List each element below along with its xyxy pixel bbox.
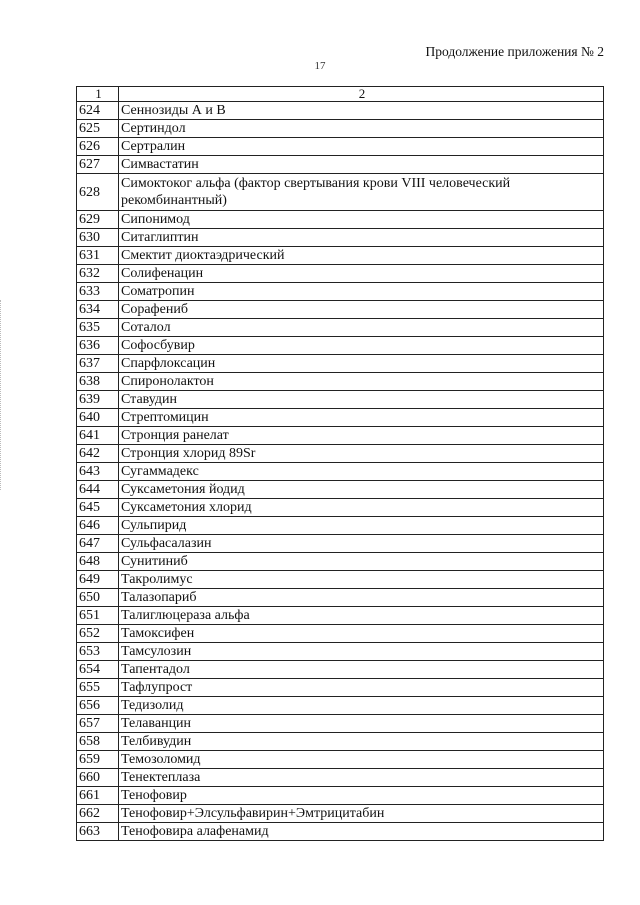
table-row bbox=[77, 138, 604, 156]
table-row bbox=[77, 481, 604, 499]
row-number: 646 bbox=[77, 517, 119, 535]
drug-name: Сорафениб bbox=[119, 301, 604, 319]
drug-name: Суксаметония хлорид bbox=[119, 499, 604, 517]
table-row bbox=[77, 751, 604, 769]
column-header-name: 2 bbox=[119, 87, 604, 102]
row-number: 629 bbox=[77, 211, 119, 229]
row-number: 653 bbox=[77, 643, 119, 661]
drug-name: Тенофовира алафенамид bbox=[119, 823, 604, 841]
drug-name: Соталол bbox=[119, 319, 604, 337]
table-row bbox=[77, 319, 604, 337]
row-number: 657 bbox=[77, 715, 119, 733]
row-number: 650 bbox=[77, 589, 119, 607]
drug-name: Тенектеплаза bbox=[119, 769, 604, 787]
drug-name: Спиронолактон bbox=[119, 373, 604, 391]
drug-name: Сунитиниб bbox=[119, 553, 604, 571]
table-row bbox=[77, 697, 604, 715]
row-number: 639 bbox=[77, 391, 119, 409]
table-row bbox=[77, 679, 604, 697]
row-number: 632 bbox=[77, 265, 119, 283]
column-header-number: 1 bbox=[77, 87, 119, 102]
row-number: 638 bbox=[77, 373, 119, 391]
row-number: 640 bbox=[77, 409, 119, 427]
drug-name: Симвастатин bbox=[119, 156, 604, 174]
row-number: 654 bbox=[77, 661, 119, 679]
table-row bbox=[77, 229, 604, 247]
row-number: 641 bbox=[77, 427, 119, 445]
table-row bbox=[77, 283, 604, 301]
drug-name: Сертиндол bbox=[119, 120, 604, 138]
table-row bbox=[77, 553, 604, 571]
row-number: 656 bbox=[77, 697, 119, 715]
drug-name: Сульфасалазин bbox=[119, 535, 604, 553]
page-number: 17 bbox=[314, 60, 326, 72]
drug-name: Тафлупрост bbox=[119, 679, 604, 697]
table-row bbox=[77, 661, 604, 679]
table-row bbox=[77, 823, 604, 841]
table-row bbox=[77, 643, 604, 661]
drug-name: Тапентадол bbox=[119, 661, 604, 679]
row-number: 659 bbox=[77, 751, 119, 769]
row-number: 635 bbox=[77, 319, 119, 337]
drug-name: Софосбувир bbox=[119, 337, 604, 355]
table-row bbox=[77, 301, 604, 319]
row-number: 637 bbox=[77, 355, 119, 373]
row-number: 636 bbox=[77, 337, 119, 355]
drug-name: Соматропин bbox=[119, 283, 604, 301]
row-number: 655 bbox=[77, 679, 119, 697]
table-header-row bbox=[77, 87, 604, 102]
table-row bbox=[77, 571, 604, 589]
table-row bbox=[77, 211, 604, 229]
drug-name: Тамсулозин bbox=[119, 643, 604, 661]
drug-name: Ситаглиптин bbox=[119, 229, 604, 247]
table-row bbox=[77, 589, 604, 607]
row-number: 624 bbox=[77, 102, 119, 120]
drug-list-table bbox=[76, 86, 604, 841]
table-body bbox=[77, 102, 604, 841]
row-number: 631 bbox=[77, 247, 119, 265]
row-number: 647 bbox=[77, 535, 119, 553]
drug-name: Смектит диоктаэдрический bbox=[119, 247, 604, 265]
row-number: 645 bbox=[77, 499, 119, 517]
drug-name: Темозоломид bbox=[119, 751, 604, 769]
drug-name: Спарфлоксацин bbox=[119, 355, 604, 373]
drug-name: Суксаметония йодид bbox=[119, 481, 604, 499]
table-row bbox=[77, 120, 604, 138]
table-row bbox=[77, 247, 604, 265]
continuation-header: Продолжение приложения № 2 bbox=[425, 44, 604, 59]
table-row bbox=[77, 337, 604, 355]
drug-name: Сипонимод bbox=[119, 211, 604, 229]
table-row bbox=[77, 427, 604, 445]
drug-name: Такролимус bbox=[119, 571, 604, 589]
row-number: 633 bbox=[77, 283, 119, 301]
drug-name: Талазопариб bbox=[119, 589, 604, 607]
drug-name: Тедизолид bbox=[119, 697, 604, 715]
table-row bbox=[77, 535, 604, 553]
drug-name: Симоктоког альфа (фактор свертывания крови VIII человеческий рекомбинантный) bbox=[119, 174, 604, 211]
drug-name: Сугаммадекс bbox=[119, 463, 604, 481]
drug-name: Талиглюцераза альфа bbox=[119, 607, 604, 625]
row-number: 630 bbox=[77, 229, 119, 247]
row-number: 625 bbox=[77, 120, 119, 138]
table-row bbox=[77, 715, 604, 733]
table-row bbox=[77, 373, 604, 391]
table-row bbox=[77, 409, 604, 427]
table-row bbox=[77, 499, 604, 517]
row-number: 661 bbox=[77, 787, 119, 805]
row-number: 662 bbox=[77, 805, 119, 823]
scan-edge-marks bbox=[0, 300, 3, 490]
row-number: 627 bbox=[77, 156, 119, 174]
table-row bbox=[77, 733, 604, 751]
drug-name: Сертралин bbox=[119, 138, 604, 156]
table-row bbox=[77, 517, 604, 535]
table-row bbox=[77, 355, 604, 373]
table-row bbox=[77, 463, 604, 481]
table-row bbox=[77, 625, 604, 643]
row-number: 634 bbox=[77, 301, 119, 319]
drug-name: Сеннозиды А и В bbox=[119, 102, 604, 120]
row-number: 626 bbox=[77, 138, 119, 156]
row-number: 644 bbox=[77, 481, 119, 499]
drug-name: Тенофовир+Элсульфавирин+Эмтрицитабин bbox=[119, 805, 604, 823]
table-row bbox=[77, 102, 604, 120]
drug-name: Тенофовир bbox=[119, 787, 604, 805]
row-number: 663 bbox=[77, 823, 119, 841]
drug-name: Стронция хлорид 89Sr bbox=[119, 445, 604, 463]
drug-name: Стрептомицин bbox=[119, 409, 604, 427]
table-row bbox=[77, 156, 604, 174]
row-number: 643 bbox=[77, 463, 119, 481]
drug-name: Ставудин bbox=[119, 391, 604, 409]
row-number: 658 bbox=[77, 733, 119, 751]
table-row bbox=[77, 787, 604, 805]
drug-name: Солифенацин bbox=[119, 265, 604, 283]
table-row bbox=[77, 174, 604, 211]
table-row bbox=[77, 607, 604, 625]
row-number: 649 bbox=[77, 571, 119, 589]
drug-name: Телбивудин bbox=[119, 733, 604, 751]
drug-name: Сульпирид bbox=[119, 517, 604, 535]
table-row bbox=[77, 805, 604, 823]
row-number: 652 bbox=[77, 625, 119, 643]
row-number: 628 bbox=[77, 174, 119, 211]
table-row bbox=[77, 391, 604, 409]
drug-name: Стронция ранелат bbox=[119, 427, 604, 445]
row-number: 651 bbox=[77, 607, 119, 625]
table-row bbox=[77, 265, 604, 283]
table-row bbox=[77, 445, 604, 463]
row-number: 660 bbox=[77, 769, 119, 787]
drug-name: Телаванцин bbox=[119, 715, 604, 733]
row-number: 642 bbox=[77, 445, 119, 463]
row-number: 648 bbox=[77, 553, 119, 571]
drug-name: Тамоксифен bbox=[119, 625, 604, 643]
table-row bbox=[77, 769, 604, 787]
